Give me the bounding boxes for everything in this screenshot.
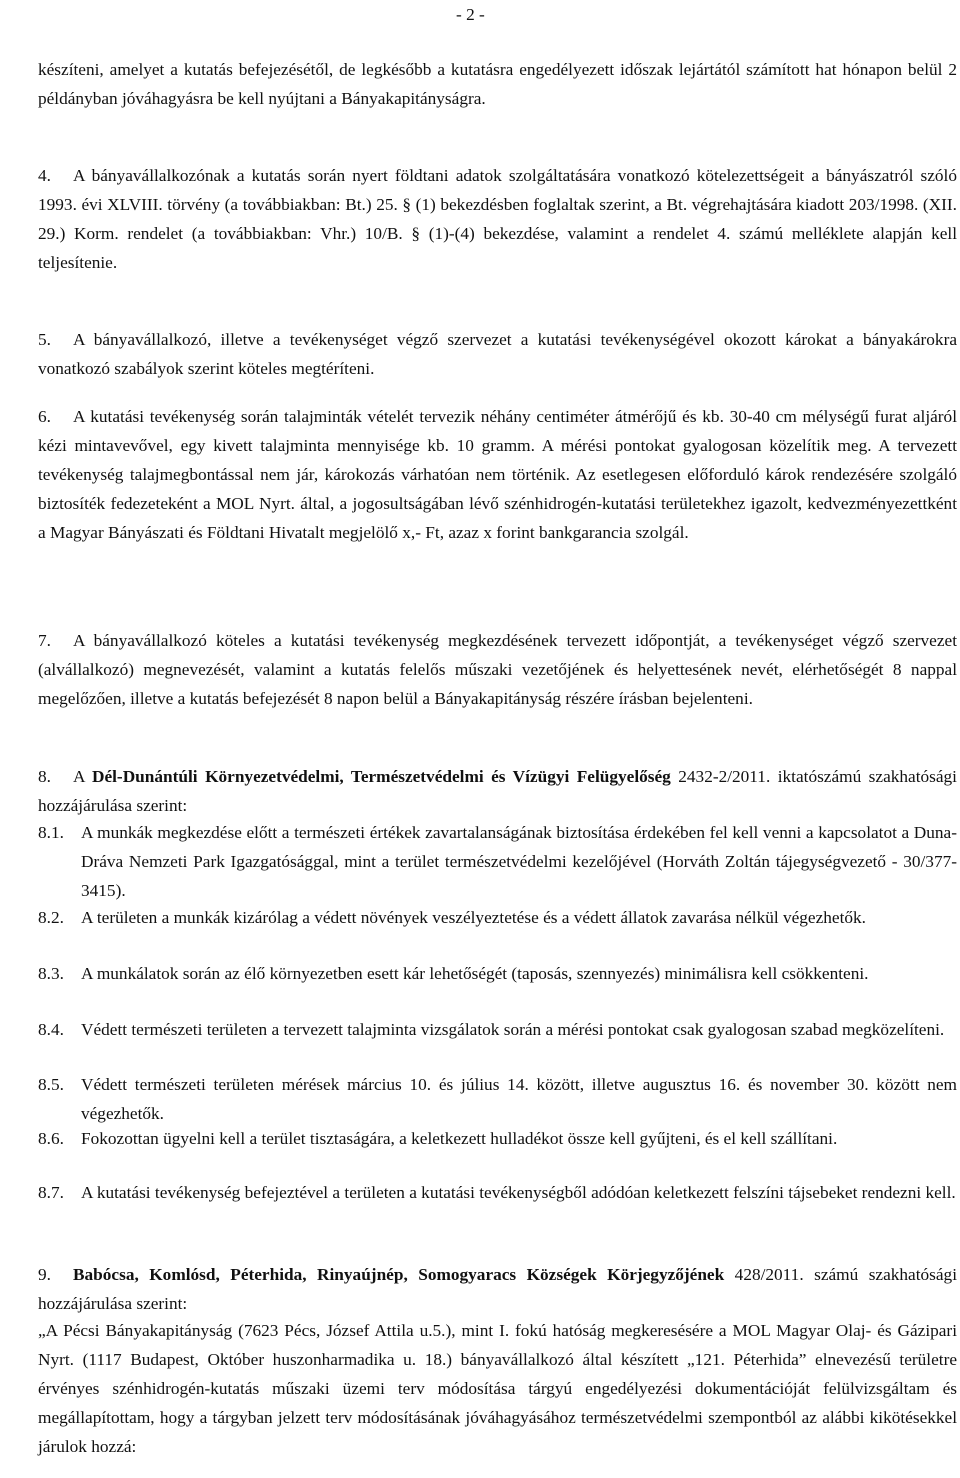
paragraph-text: A kutatási tevékenység során talajminták vételét tervezik néhány centiméter átmérőjű és kb. 30-40 cm mélységű furat aljáról kézi mintavevővel, egy kivett talajminta mennyisége kb. 10 gramm. A mérési pontokat gyalogosan közelítik meg. A tervezett tevékenység talajmegbontással nem jár, károkozás várhatóan nem történik. Az esetlegesen előforduló károk rendezésére szolgáló biztosíték fedezeteként a MOL Nyrt. által, a jogosultságában lévő szénhidrogén-kutatási területekhez igazolt, kedvezményezettként a Magyar Bányászati és Földtani Hivatalt megjelölő x,- Ft, azaz x forint bankgarancia szolgál. bbox=[38, 407, 957, 542]
condition-text: Védett természeti területen mérések március 10. és július 14. között, illetve augusztus 16. és november 30. között nem végezhetők. bbox=[81, 1075, 957, 1123]
paragraph-number: 8. bbox=[38, 767, 51, 786]
condition-text: A munkák megkezdése előtt a természeti értékek zavartalanságának biztosítása érdekében fel kell venni a kapcsolatot a Duna-Dráva Nemzeti Park Igazgatósággal, mint a terület természetvédelmi kezelőjével (Horváth Zoltán tájegységvezető - 30/377-3415). bbox=[81, 823, 957, 900]
page-number: - 2 - bbox=[456, 5, 485, 24]
paragraph-9 bbox=[38, 1260, 957, 1318]
paragraph-text: 2432-2/2011. iktatószámú szakhatósági hozzájárulása szerint: bbox=[38, 767, 957, 815]
paragraph-number: 6. bbox=[38, 407, 51, 426]
condition-text: A munkálatok során az élő környezetben esett kár lehetőségét (taposás, szennyezés) minimálisra kell csökkenteni. bbox=[81, 964, 869, 983]
paragraph-7 bbox=[38, 626, 957, 713]
authority-name: Dél-Dunántúli Környezetvédelmi, Természetvédelmi és Vízügyi Felügyelőség bbox=[91, 767, 671, 786]
condition-8-1 bbox=[38, 818, 957, 905]
condition-text: Védett természeti területen a tervezett talajminta vizsgálatok során a mérési pontokat csak gyalogosan szabad megközelíteni. bbox=[81, 1020, 945, 1039]
paragraph-text: A bbox=[73, 767, 92, 786]
paragraph-6 bbox=[38, 402, 957, 547]
paragraph-text: A bányavállalkozó köteles a kutatási tevékenység megkezdésének tervezett időpontját, a tevékenységet végző szervezet (alvállalkozó) megnevezését, valamint a kutatás felelős műszaki vezetőjének és helyettesének nevét, elérhetőségét 8 nappal megelőzően, illetve a kutatás befejezését 8 napon belül a Bányakapitányság részére írásban bejelenteni. bbox=[38, 631, 957, 708]
condition-number: 8.6. bbox=[38, 1129, 64, 1148]
condition-number: 8.1. bbox=[38, 823, 64, 842]
condition-number: 8.7. bbox=[38, 1183, 64, 1202]
paragraph-4 bbox=[38, 161, 957, 277]
paragraph-number: 9. bbox=[38, 1265, 51, 1284]
condition-number: 8.5. bbox=[38, 1075, 64, 1094]
condition-8-4 bbox=[38, 1015, 957, 1044]
paragraph-intro: készíteni, amelyet a kutatás befejezésétől, de legkésőbb a kutatásra engedélyezett időszak lejártától számított hat hónapon belül 2 példányban jóváhagyásra be kell nyújtani a Bányakapitányságra. bbox=[38, 60, 957, 108]
paragraph-text: 428/2011. számú szakhatósági hozzájárulása szerint: bbox=[38, 1265, 957, 1313]
paragraph-text: A bányavállalkozónak a kutatás során nyert földtani adatok szolgáltatására vonatkozó kötelezettségeit a bányászatról szóló 1993. évi XLVIII. törvény (a továbbiakban: Bt.) 25. § (1) bekezdésben foglaltak szerint, a Bt. végrehajtására kiadott 203/1998. (XII. 29.) Korm. rendelet (a továbbiakban: Vhr.) 10/B. § (1)-(4) bekezdése, valamint a rendelet 4. számú melléklete alapján kell teljesítenie. bbox=[38, 166, 957, 272]
condition-8-5 bbox=[38, 1070, 957, 1128]
condition-number: 8.2. bbox=[38, 908, 64, 927]
quoted-decision: „A Pécsi Bányakapitányság (7623 Pécs, József Attila u.5.), mint I. fokú hatóság megkeresésére a MOL Magyar Olaj- és Gázipari Nyrt. (1117 Budapest, Október huszonharmadika u. 18.) bányavállalkozó által készített „121. Péterhida” elnevezésű területre érvényes szénhidrogén-kutatás műszaki üzemi terv módosítása tárgyú engedélyezési dokumentációját felülvizsgáltam és megállapítottam, hogy a tárgyban jelzett terv módosításának jóváhagyásához természetvédelmi szempontból az alábbi kikötésekkel járulok hozzá: bbox=[38, 1321, 957, 1456]
paragraph-number: 7. bbox=[38, 631, 51, 650]
condition-number: 8.4. bbox=[38, 1020, 64, 1039]
condition-number: 8.3. bbox=[38, 964, 64, 983]
paragraph-5 bbox=[38, 325, 957, 383]
condition-8-6 bbox=[38, 1124, 957, 1153]
condition-8-3 bbox=[38, 959, 957, 988]
paragraph-text: A bányavállalkozó, illetve a tevékenységet végző szervezet a kutatási tevékenységével okozott károkat a bányakárokra vonatkozó szabályok szerint köteles megtéríteni. bbox=[38, 330, 957, 378]
paragraph-8 bbox=[38, 762, 957, 820]
condition-text: A kutatási tevékenység befejeztével a területen a kutatási tevékenységből adódóan keletkezett felszíni tájsebeket rendezni kell. bbox=[81, 1183, 956, 1202]
paragraph-number: 5. bbox=[38, 330, 51, 349]
authority-name: Babócsa, Komlósd, Péterhida, Rinyaújnép, Somogyaracs Községek Körjegyzőjének bbox=[73, 1265, 725, 1284]
condition-8-7 bbox=[38, 1178, 957, 1207]
condition-8-2 bbox=[38, 903, 957, 932]
paragraph-number: 4. bbox=[38, 166, 51, 185]
condition-text: Fokozottan ügyelni kell a terület tisztaságára, a keletkezett hulladékot össze kell gyűjteni, és el kell szállítani. bbox=[81, 1129, 838, 1148]
condition-text: A területen a munkák kizárólag a védett növények veszélyeztetése és a védett állatok zavarása nélkül végezhetők. bbox=[81, 908, 866, 927]
